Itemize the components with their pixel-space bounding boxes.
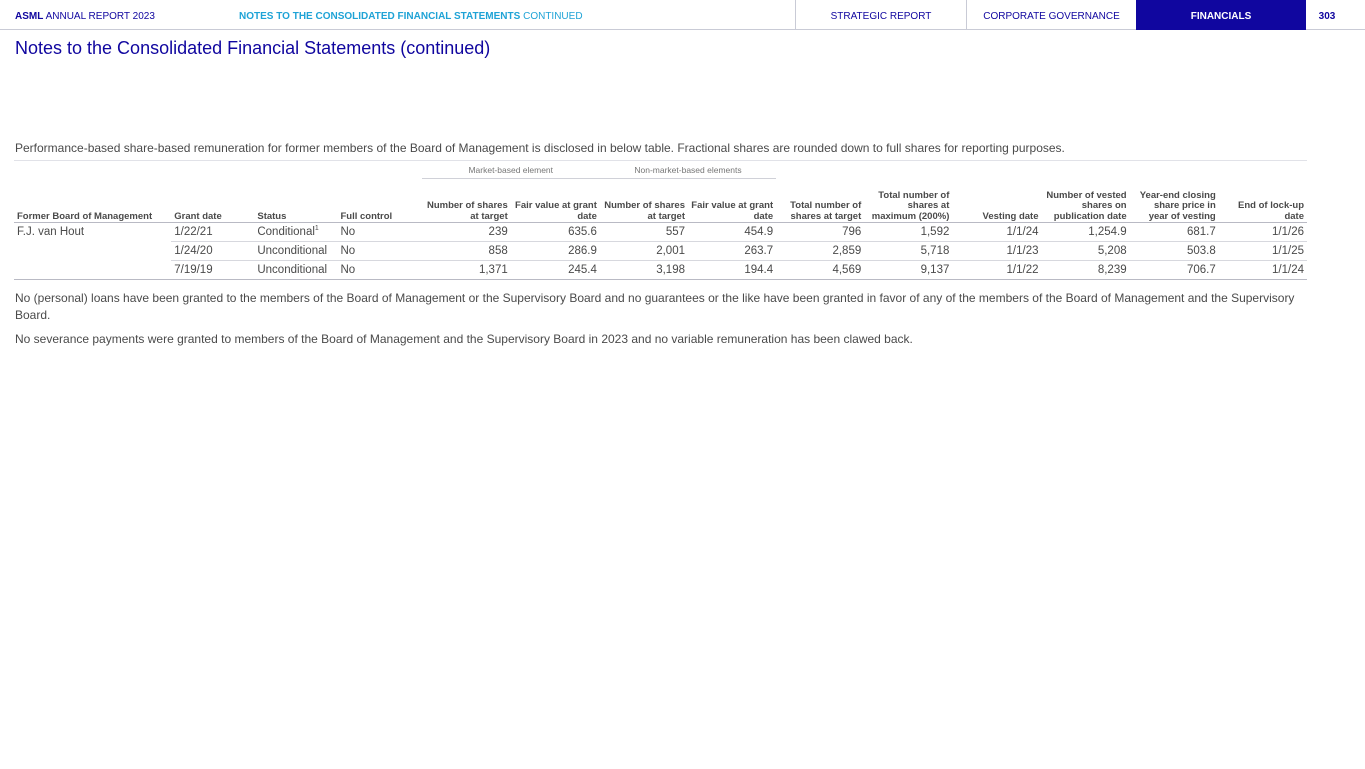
cell-mkt-shares: 239: [422, 223, 511, 242]
top-navigation-bar: [0, 0, 1365, 30]
cell-vested-shares: 5,208: [1042, 242, 1130, 261]
col-header: Number of shares at target: [422, 179, 511, 223]
table-row: [14, 261, 1307, 280]
cell-status: [254, 242, 337, 261]
cell-mkt-shares: 858: [422, 242, 511, 261]
cell-name: [14, 261, 171, 280]
cell-mkt-fair-value: 245.4: [511, 261, 600, 280]
col-header: Vesting date: [952, 179, 1041, 223]
cell-name: [14, 242, 171, 261]
cell-full-control: No: [337, 223, 421, 242]
status-text: Unconditional: [257, 264, 328, 276]
cell-lockup-date: 1/1/26: [1219, 223, 1307, 242]
cell-vested-shares: 1,254.9: [1042, 223, 1130, 242]
cell-closing-price: 706.7: [1130, 261, 1219, 280]
severance-note: No severance payments were granted to members of the Board of Management and the Supervisory Board in 2023 and no variable remuneration has been clawed back.: [15, 332, 913, 346]
cell-nonmkt-shares: 557: [600, 223, 688, 242]
cell-lockup-date: 1/1/24: [1219, 261, 1307, 280]
cell-closing-price: 681.7: [1130, 223, 1219, 242]
remuneration-table: [14, 160, 1307, 280]
group-market-based: Market-based element: [422, 161, 600, 179]
cell-status: [254, 261, 337, 280]
cell-nonmkt-fair-value: 454.9: [688, 223, 776, 242]
cell-mkt-shares: 1,371: [422, 261, 511, 280]
col-header: Number of vested shares on publication date: [1042, 179, 1130, 223]
brand-report-title: ANNUAL REPORT 2023: [45, 11, 155, 22]
col-header: Number of shares at target: [600, 179, 688, 223]
cell-vested-shares: 8,239: [1042, 261, 1130, 280]
cell-total-max: 9,137: [864, 261, 952, 280]
brand-name: ASML: [15, 11, 44, 22]
col-header: Year-end closing share price in year of vesting: [1130, 179, 1219, 223]
status-text: Conditional: [257, 226, 315, 238]
section-breadcrumb[interactable]: [239, 0, 583, 30]
table-row: [14, 242, 1307, 261]
cell-closing-price: 503.8: [1130, 242, 1219, 261]
column-header-row: [14, 179, 1307, 223]
cell-lockup-date: 1/1/25: [1219, 242, 1307, 261]
cell-vesting-date: 1/1/22: [952, 261, 1041, 280]
status-text: Unconditional: [257, 245, 328, 257]
col-header: Total number of shares at target: [776, 179, 864, 223]
cell-mkt-fair-value: 635.6: [511, 223, 600, 242]
cell-nonmkt-shares: 2,001: [600, 242, 688, 261]
cell-vesting-date: 1/1/23: [952, 242, 1041, 261]
section-continued: CONTINUED: [523, 11, 583, 22]
col-header: Status: [254, 179, 337, 223]
col-header: Total number of shares at maximum (200%): [864, 179, 952, 223]
tab-strategic-report[interactable]: STRATEGIC REPORT: [795, 0, 966, 30]
cell-nonmkt-fair-value: 263.7: [688, 242, 776, 261]
group-header-row: [14, 161, 1307, 179]
col-header: Full control: [337, 179, 421, 223]
cell-mkt-fair-value: 286.9: [511, 242, 600, 261]
cell-total-target: 796: [776, 223, 864, 242]
tab-financials[interactable]: FINANCIALS: [1136, 0, 1306, 30]
cell-vesting-date: 1/1/24: [952, 223, 1041, 242]
cell-nonmkt-shares: 3,198: [600, 261, 688, 280]
cell-total-target: 2,859: [776, 242, 864, 261]
cell-total-max: 5,718: [864, 242, 952, 261]
group-non-market-based: Non-market-based elements: [600, 161, 776, 179]
report-brand[interactable]: [15, 0, 155, 30]
col-header: End of lock-up date: [1219, 179, 1307, 223]
col-header: Fair value at grant date: [511, 179, 600, 223]
page-title: Notes to the Consolidated Financial Statements (continued): [15, 38, 491, 58]
cell-total-target: 4,569: [776, 261, 864, 280]
col-header: Fair value at grant date: [688, 179, 776, 223]
cell-grant-date: 7/19/19: [171, 261, 254, 280]
loans-note: No (personal) loans have been granted to the members of the Board of Management or the Supervisory Board and no guarantees or the like have been granted in favor of any of the members of the Board of Management and the Supervisory Board.: [15, 291, 1295, 322]
table-row: [14, 223, 1307, 242]
footnote-marker[interactable]: 1: [314, 225, 319, 233]
cell-grant-date: 1/22/21: [171, 223, 254, 242]
col-header: Grant date: [171, 179, 254, 223]
section-title: NOTES TO THE CONSOLIDATED FINANCIAL STATEMENTS: [239, 11, 521, 22]
col-header: Former Board of Management: [14, 179, 171, 223]
page-number: 303: [1318, 11, 1336, 22]
cell-name: F.J. van Hout: [17, 226, 85, 238]
intro-paragraph: Performance-based share-based remuneration for former members of the Board of Management is disclosed in below table. Fractional shares are rounded down to full shares for reporting purposes.: [15, 141, 1065, 155]
cell-full-control: No: [337, 242, 421, 261]
cell-total-max: 1,592: [864, 223, 952, 242]
cell-status: [254, 223, 337, 242]
tab-corporate-governance[interactable]: CORPORATE GOVERNANCE: [966, 0, 1136, 30]
cell-nonmkt-fair-value: 194.4: [688, 261, 776, 280]
cell-full-control: No: [337, 261, 421, 280]
cell-grant-date: 1/24/20: [171, 242, 254, 261]
